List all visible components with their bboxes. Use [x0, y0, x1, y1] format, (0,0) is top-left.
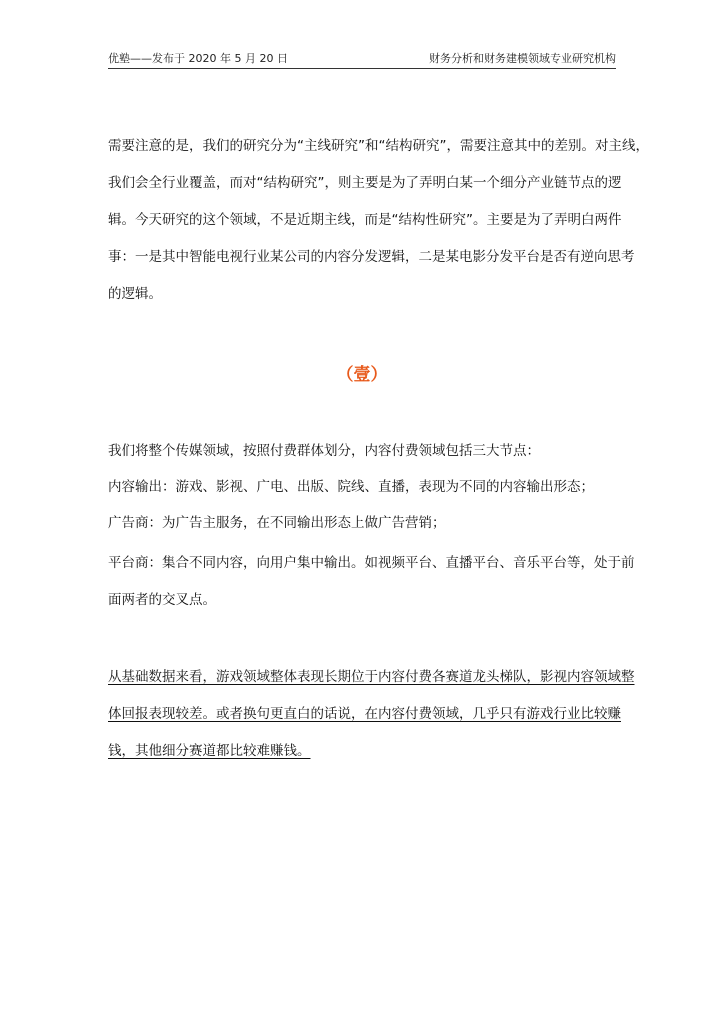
header-publish-info: 优塾——发布于 2020 年 5 月 20 日 — [108, 52, 288, 65]
paragraph-media-overview: 我们将整个传媒领域，按照付费群体划分，内容付费领域包括三大节点： — [108, 443, 540, 459]
intro-line: 辑。今天研究的这个领域，不是近期主线，而是“结构性研究”。主要是为了弄明白两件 — [108, 212, 622, 228]
paragraph-platforms — [108, 550, 635, 613]
conclusion-line: 钱，其他细分赛道都比较难赚钱。 — [108, 743, 311, 759]
intro-line: 我们会全行业覆盖，而对“结构研究”，则主要是为了弄明白某一个细分产业链节点的逻 — [108, 175, 622, 191]
page-header — [108, 52, 616, 69]
intro-line: 的逻辑。 — [108, 286, 162, 302]
intro-line: 事：一是其中智能电视行业某公司的内容分发逻辑，二是某电影分发平台是否有逆向思考 — [108, 249, 635, 265]
conclusion-line: 从基础数据来看，游戏领域整体表现长期位于内容付费各赛道龙头梯队，影视内容领域整 — [108, 669, 635, 685]
platforms-line: 面两者的交叉点。 — [108, 592, 216, 608]
header-org-tagline: 财务分析和财务建模领域专业研究机构 — [429, 52, 616, 65]
platforms-line: 平台商：集合不同内容，向用户集中输出。如视频平台、直播平台、音乐平台等，处于前 — [108, 555, 635, 571]
section-heading: （壹） — [336, 365, 388, 385]
paragraph-advertisers: 广告商：为广告主服务，在不同输出形态上做广告营销； — [108, 515, 446, 531]
intro-line: 需要注意的是，我们的研究分为“主线研究”和“结构研究”，需要注意其中的差别。对主线， — [108, 138, 649, 154]
intro-paragraph — [108, 133, 649, 307]
paragraph-content-output: 内容输出：游戏、影视、广电、出版、院线、直播，表现为不同的内容输出形态； — [108, 479, 594, 495]
conclusion-line: 体回报表现较差。或者换句更直白的话说，在内容付费领域，几乎只有游戏行业比较赚 — [108, 706, 621, 722]
paragraph-conclusion — [108, 664, 635, 764]
